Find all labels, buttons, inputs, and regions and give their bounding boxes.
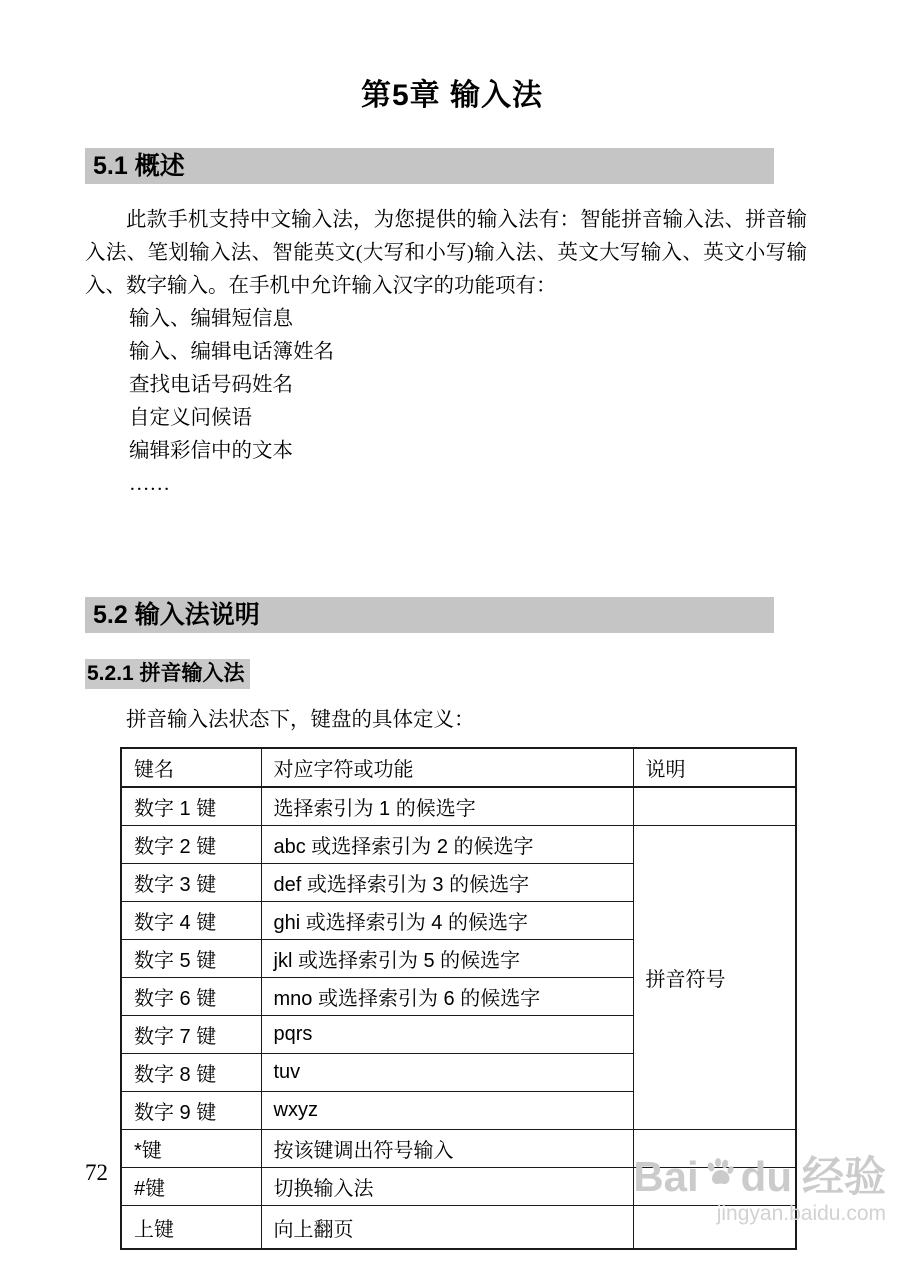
table-row	[121, 787, 796, 826]
key-cell: 数字 3 键	[121, 864, 261, 902]
key-cell: *键	[121, 1130, 261, 1168]
list-item: ……	[129, 473, 170, 495]
subsection-heading-wrap	[85, 659, 819, 689]
list-item: 自定义问候语	[129, 407, 252, 429]
function-cell: ghi 或选择索引为 4 的候选字	[261, 902, 633, 940]
watermark-brand-cn: 经验	[801, 1153, 886, 1200]
note-cell-pinyin-symbols: 拼音符号	[633, 826, 796, 1130]
function-cell: abc 或选择索引为 2 的候选字	[261, 826, 633, 864]
key-cell: 上键	[121, 1206, 261, 1250]
watermark-brand	[633, 1155, 886, 1199]
section-heading-5-2: 5.2 输入法说明	[85, 597, 774, 633]
note-cell	[633, 787, 796, 826]
function-cell: 选择索引为 1 的候选字	[261, 787, 633, 826]
function-cell: 切换输入法	[261, 1168, 633, 1206]
key-cell: 数字 6 键	[121, 978, 261, 1016]
chapter-title: 第5章 输入法	[360, 79, 544, 112]
function-cell: def 或选择索引为 3 的候选字	[261, 864, 633, 902]
watermark-url: jingyan.baidu.com	[716, 1202, 886, 1225]
column-header-note: 说明	[633, 748, 796, 787]
function-cell: 按该键调出符号输入	[261, 1130, 633, 1168]
column-header-key: 键名	[121, 748, 261, 787]
key-cell: 数字 2 键	[121, 826, 261, 864]
section-heading-5-1: 5.1 概述	[85, 148, 774, 184]
list-item: 查找电话号码姓名	[129, 374, 293, 396]
table-header-row	[121, 748, 796, 787]
key-cell: #键	[121, 1168, 261, 1206]
key-cell: 数字 1 键	[121, 787, 261, 826]
function-cell: wxyz	[261, 1092, 633, 1130]
function-cell: tuv	[261, 1054, 633, 1092]
key-cell: 数字 4 键	[121, 902, 261, 940]
baidu-jingyan-watermark	[633, 1155, 886, 1227]
watermark-brand-left: Bai	[633, 1153, 699, 1200]
key-cell: 数字 8 键	[121, 1054, 261, 1092]
list-item: 输入、编辑电话簿姓名	[129, 341, 334, 363]
table-intro-text: 拼音输入法状态下，键盘的具体定义：	[126, 709, 475, 731]
subsection-heading-5-2-1: 5.2.1 拼音输入法	[85, 659, 250, 689]
function-cell: mno 或选择索引为 6 的候选字	[261, 978, 633, 1016]
key-cell: 数字 7 键	[121, 1016, 261, 1054]
list-item: 编辑彩信中的文本	[129, 440, 293, 462]
function-cell: jkl 或选择索引为 5 的候选字	[261, 940, 633, 978]
baidu-paw-icon	[702, 1155, 738, 1199]
page-number: 72	[85, 1160, 108, 1185]
column-header-function: 对应字符或功能	[261, 748, 633, 787]
key-cell: 数字 5 键	[121, 940, 261, 978]
feature-list	[129, 303, 819, 501]
table-row	[121, 826, 796, 864]
list-item: 输入、编辑短信息	[129, 308, 293, 330]
function-cell: 向上翻页	[261, 1206, 633, 1250]
function-cell: pqrs	[261, 1016, 633, 1054]
watermark-brand-right: du	[740, 1153, 792, 1200]
overview-paragraph: 此款手机支持中文输入法，为您提供的输入法有：智能拼音输入法、拼音输入法、笔划输入法、智能英文(大写和小写)输入法、英文大写输入、英文小写输入、数字输入。在手机中允许输入汉字的功能项有：	[85, 209, 807, 297]
key-cell: 数字 9 键	[121, 1092, 261, 1130]
